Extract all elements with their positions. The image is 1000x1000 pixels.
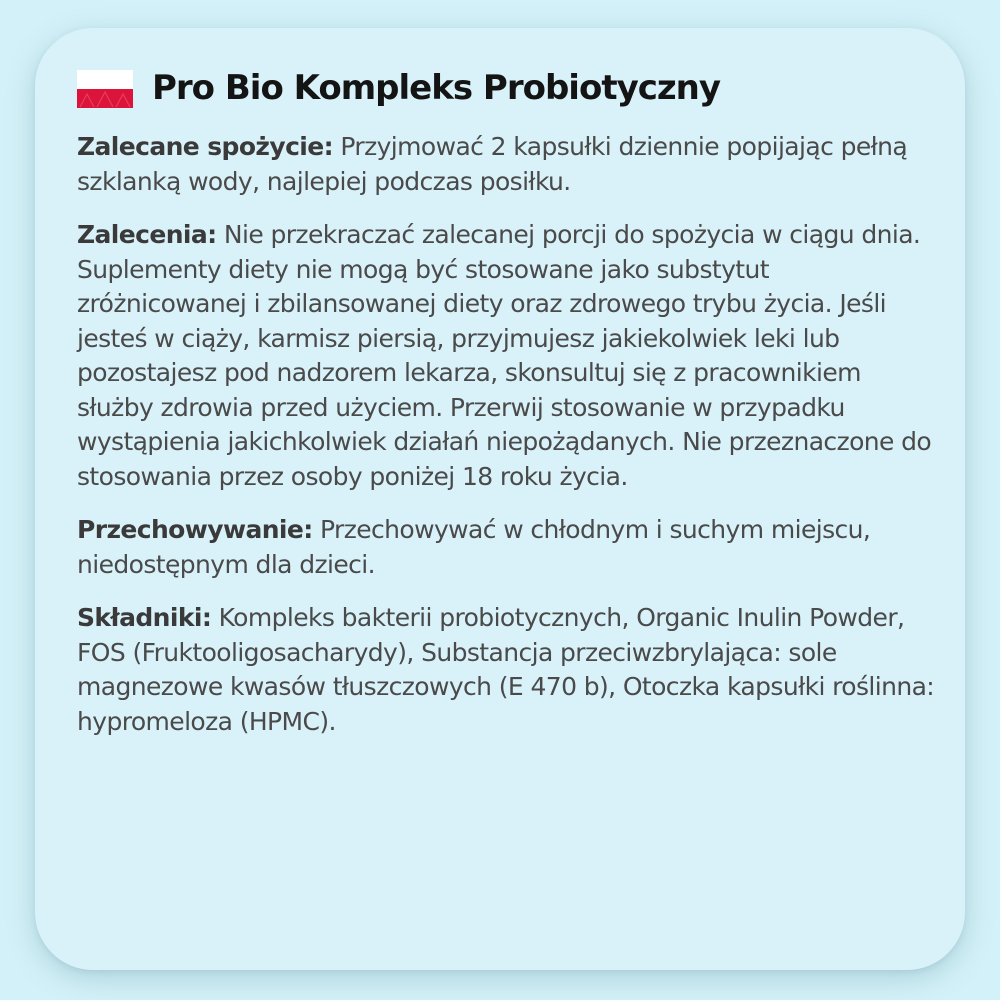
section-label: Składniki:: [77, 603, 212, 632]
section-label: Zalecane spożycie:: [77, 132, 334, 161]
section-label: Przechowywanie:: [77, 515, 313, 544]
section-text: Nie przekraczać zalecanej porcji do spożycia w ciągu dnia. Suplementy diety nie mogą być stosowane jako substytut zróżnicowanej i zbilansowanej diety oraz zdrowego trybu życia. Jeśli jesteś w ciąży, karmisz piersią, przyjmujesz jakiekolwiek leki lub pozostajesz pod nadzorem lekarza, skonsultuj się z pracownikiem służby zdrowia przed użyciem. Przerwij stosowanie w przypadku wystąpienia jakichkolwiek działań niepożądanych. Nie przeznaczone do stosowania przez osoby poniżej 18 roku życia.: [77, 220, 932, 491]
section-storage: [77, 513, 937, 582]
product-title: Pro Bio Kompleks Probiotyczny: [152, 68, 721, 108]
card-header: [77, 64, 935, 112]
section-text: Przechowywać w chłodnym i suchym miejscu, niedostępnym dla dzieci.: [77, 515, 871, 579]
section-recommendations: [77, 218, 937, 494]
section-text: Kompleks bakterii probiotycznych, Organic Inulin Powder, FOS (Fruktooligosacharydy), Substancja przeciwzbrylająca: sole magnezowe kwasów tłuszczowych (E 470 b), Otoczka kapsułki roślinna: hypromeloza (HPMC).: [77, 603, 935, 736]
info-card: [35, 28, 965, 970]
section-text: Przyjmować 2 kapsułki dziennie popijając pełną szklanką wody, najlepiej podczas posiłku.: [77, 132, 908, 196]
section-recommended-intake: [77, 130, 937, 199]
section-label: Zalecenia:: [77, 220, 217, 249]
poland-flag-icon: [77, 70, 133, 108]
section-ingredients: [77, 601, 937, 739]
